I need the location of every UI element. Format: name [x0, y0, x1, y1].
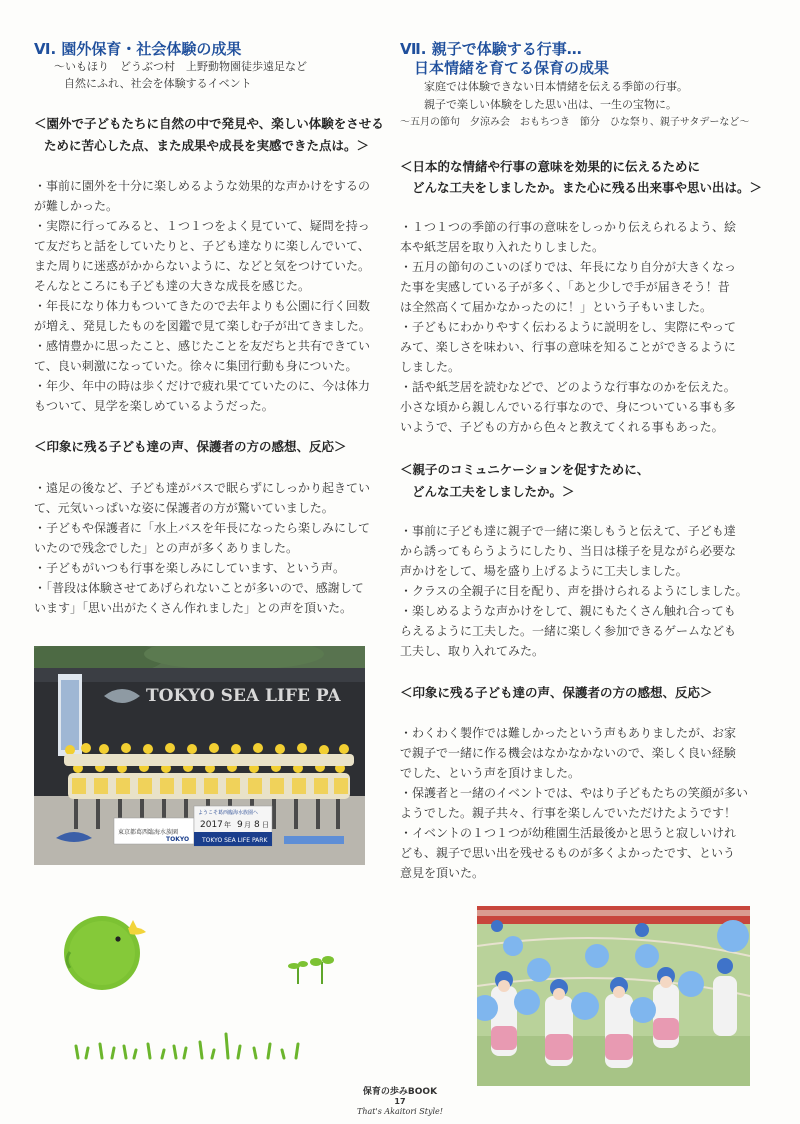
- section7-question-2-line-2: どんな工夫をしましたか。＞: [412, 484, 575, 499]
- paragraph-line: らえるように工夫した。一緒に楽しく参加できるゲームなども: [400, 624, 737, 638]
- section6-question-2: ＜印象に残る子ども達の声、保護者の方の感想、反応＞: [34, 439, 347, 454]
- green-bird-illustration: [58, 906, 148, 996]
- paragraph-line: 声かけをして、場を盛り上げるように工夫しました。: [400, 564, 688, 578]
- paragraph-line: は全然高くて届かなかったのに！」という子もいました。: [400, 300, 713, 314]
- paragraph-line: いようで、子どもの方から色々と教えてくれる事もあった。: [400, 420, 724, 434]
- grass-illustration: [72, 1024, 312, 1064]
- footer-tagline: That's Akaitori Style!: [357, 1107, 443, 1116]
- paragraph-line: みて、楽しさを味わい、行事の意味を知ることができるように: [400, 340, 736, 354]
- page-footer: [340, 1087, 460, 1117]
- paragraph-line: ・子どもにわかりやすく伝わるように説明をし、実際にやって: [400, 320, 737, 334]
- paragraph-line: て、元気いっぱいな姿に保護者の方が驚いていました。: [34, 501, 334, 515]
- date-year-unit: 年: [224, 821, 231, 829]
- section7-question-1-line-1: ＜日本的な情緒や行事の意味を効果的に伝えるために: [400, 159, 701, 174]
- date-month: 9: [237, 820, 243, 830]
- paragraph-line: ・五月の節句のこいのぼりでは、年長になり自分が大きくなっ: [400, 260, 737, 274]
- section7-question-2-line-1: ＜親子のコミュニケーションを促すために、: [400, 462, 650, 477]
- aquarium-photo-illustration: [34, 646, 365, 865]
- section6-question-1-line-1: ＜園外で子どもたちに自然の中で発見や、楽しい体験をさせる: [34, 116, 384, 131]
- paragraph-line: また周りに迷惑がかからないように、などと気をつけていた。: [34, 259, 371, 273]
- paragraph-line: そんなところにも子ども達の大きな成長を感じた。: [34, 279, 311, 293]
- paragraph-line: ・年少、年中の時は歩くだけで疲れ果てていたのに、今は体力: [34, 379, 371, 393]
- section7-question-3: ＜印象に残る子ども達の声、保護者の方の感想、反応＞: [400, 685, 713, 700]
- paragraph-line: ・わくわく製作では難しかったという声もありましたが、お家: [400, 726, 737, 740]
- paragraph-line: います」「思い出がたくさん作れました」との声を頂いた。: [34, 601, 353, 615]
- paragraph-line: しました。: [400, 360, 461, 374]
- paragraph-line: ・「普段は体験させてあげられないことが多いので、感謝して: [34, 581, 364, 595]
- paragraph-line: ・クラスの全親子に目を配り、声を掛けられるようにしました。: [400, 584, 748, 598]
- paragraph-line: ・年長になり体力もついてきたので去年よりも公園に行く回数: [34, 299, 371, 313]
- footer-book-title: 保育の歩みBOOK: [362, 1087, 438, 1097]
- section6-title: Ⅵ. 園外保育・社会体験の成果: [34, 40, 242, 58]
- paragraph-line: 小さな頃から親しんでいる行事なので、身についている事も多: [400, 400, 736, 414]
- paragraph-line: から誘ってもらうようにしたり、当日は様子を見ながら必要な: [400, 544, 737, 558]
- paragraph-line: ・子どもや保護者に「水上バスを年長になったら楽しみにして: [34, 521, 371, 535]
- paragraph-line: いたので残念でした」との声が多くありました。: [34, 541, 299, 555]
- paragraph-line: でした、という声を頂けました。: [400, 766, 581, 780]
- section7-subtitle-3: 〜五月の節句 夕涼み会 おもちつき 節分 ひな祭り、親子サタデーなど〜: [400, 117, 750, 128]
- paragraph-line: ・子どもがいつも行事を楽しみにしています、という声。: [34, 561, 346, 575]
- date-year: 2017: [200, 820, 223, 830]
- paragraph-line: ・事前に子ども達に親子で一緒に楽しもうと伝えて、子ども達: [400, 524, 736, 538]
- page-number: 17: [394, 1097, 406, 1106]
- section7-title-2: 日本情緒を育てる保育の成果: [414, 59, 610, 77]
- banner-right-text: TOKYO SEA LIFE PARK: [202, 837, 268, 844]
- paragraph-line: ようでした。親子共々、行事を楽しんでいただけたようです！: [400, 806, 737, 820]
- section7-title-1: Ⅶ. 親子で体験する行事…: [400, 40, 582, 58]
- paragraph-line: ・イベントの１つ１つが幼稚園生活最後かと思うと寂しいけれ: [400, 826, 737, 840]
- date-day-unit: 日: [262, 821, 269, 829]
- paragraph-line: ・楽しめるような声かけをして、親にもたくさん触れ合っても: [400, 604, 736, 618]
- paragraph-line: ・事前に園外を十分に楽しめるような効果的な声かけをするの: [34, 179, 371, 193]
- sprout-illustration: [286, 952, 336, 988]
- paragraph-line: が増え、発見したものを図鑑で見て楽しむ子が出てきました。: [34, 319, 371, 333]
- section7-subtitle-2: 親子で楽しい体験をした思い出は、一生の宝物に。: [424, 98, 677, 111]
- aquarium-sign-text: TOKYO SEA LIFE PA: [146, 686, 341, 706]
- section6-subtitle-1: 〜いもほり どうぶつ村 上野動物園徒歩遠足など: [54, 60, 307, 73]
- paragraph-line: で親子で一緒に作る機会はなかなかないので、楽しく良い経験: [400, 746, 736, 760]
- paragraph-line: ども、親子で思い出を残せるものが多くよかったです、という: [400, 846, 736, 860]
- paragraph-line: ・感情豊かに思ったこと、感じたことを友だちと共有できてい: [34, 339, 371, 353]
- paragraph-line: ・話や紙芝居を読むなどで、どのような行事なのかを伝えた。: [400, 380, 736, 394]
- date-day: 8: [254, 820, 260, 830]
- aquarium-group-photo: [34, 646, 365, 865]
- paragraph-line: が難しかった。: [34, 199, 119, 213]
- section6-subtitle-2: 自然にふれ、社会を体験するイベント: [64, 77, 252, 90]
- paragraph-line: 意見を頂いた。: [400, 866, 485, 880]
- paragraph-line: ・遠足の後など、子ども達がバスで眠らずにしっかり起きてい: [34, 481, 371, 495]
- cheer-dance-photo: [477, 906, 750, 1086]
- banner-left-text: 東京都葛西臨海水族園: [118, 829, 179, 836]
- paragraph-line: もついて、見学を楽しめているようだった。: [34, 399, 274, 413]
- paragraph-line: て、良い刺激になっていた。徐々に集団行動も身についた。: [34, 359, 358, 373]
- banner-left-logo: TOKYO: [166, 836, 190, 843]
- date-month-unit: 月: [244, 821, 251, 829]
- section7-question-1-line-2: どんな工夫をしましたか。また心に残る出来事や思い出は。＞: [412, 180, 763, 195]
- paragraph-line: 工夫し、取り入れてみた。: [400, 644, 545, 658]
- paragraph-line: 本や紙芝居を取り入れたりしました。: [400, 240, 605, 254]
- paragraph-line: ・１つ１つの季節の行事の意味をしっかり伝えられるよう、絵: [400, 220, 737, 234]
- paragraph-line: た事を実感している子が多く、「あと少しで手が届きそう！昔: [400, 280, 730, 294]
- section6-question-1-line-2: ために苦心した点、また成果や成長を実感できた点は。＞: [44, 138, 370, 153]
- section7-subtitle-1: 家庭では体験できない日本情緒を伝える季節の行事。: [424, 80, 688, 93]
- paragraph-line: ・保護者と一緒のイベントでは、やはり子どもたちの笑顔が多い: [400, 786, 749, 800]
- date-sign-header: ようこそ葛西臨海水族園へ: [198, 810, 259, 816]
- paragraph-line: ・実際に行ってみると、１つ１つをよく見ていて、疑問を持っ: [34, 219, 370, 233]
- cheer-photo-illustration: [477, 906, 750, 1086]
- paragraph-line: て友だちと話をしていたりと、子ども達なりに楽しんでいて、: [34, 239, 370, 253]
